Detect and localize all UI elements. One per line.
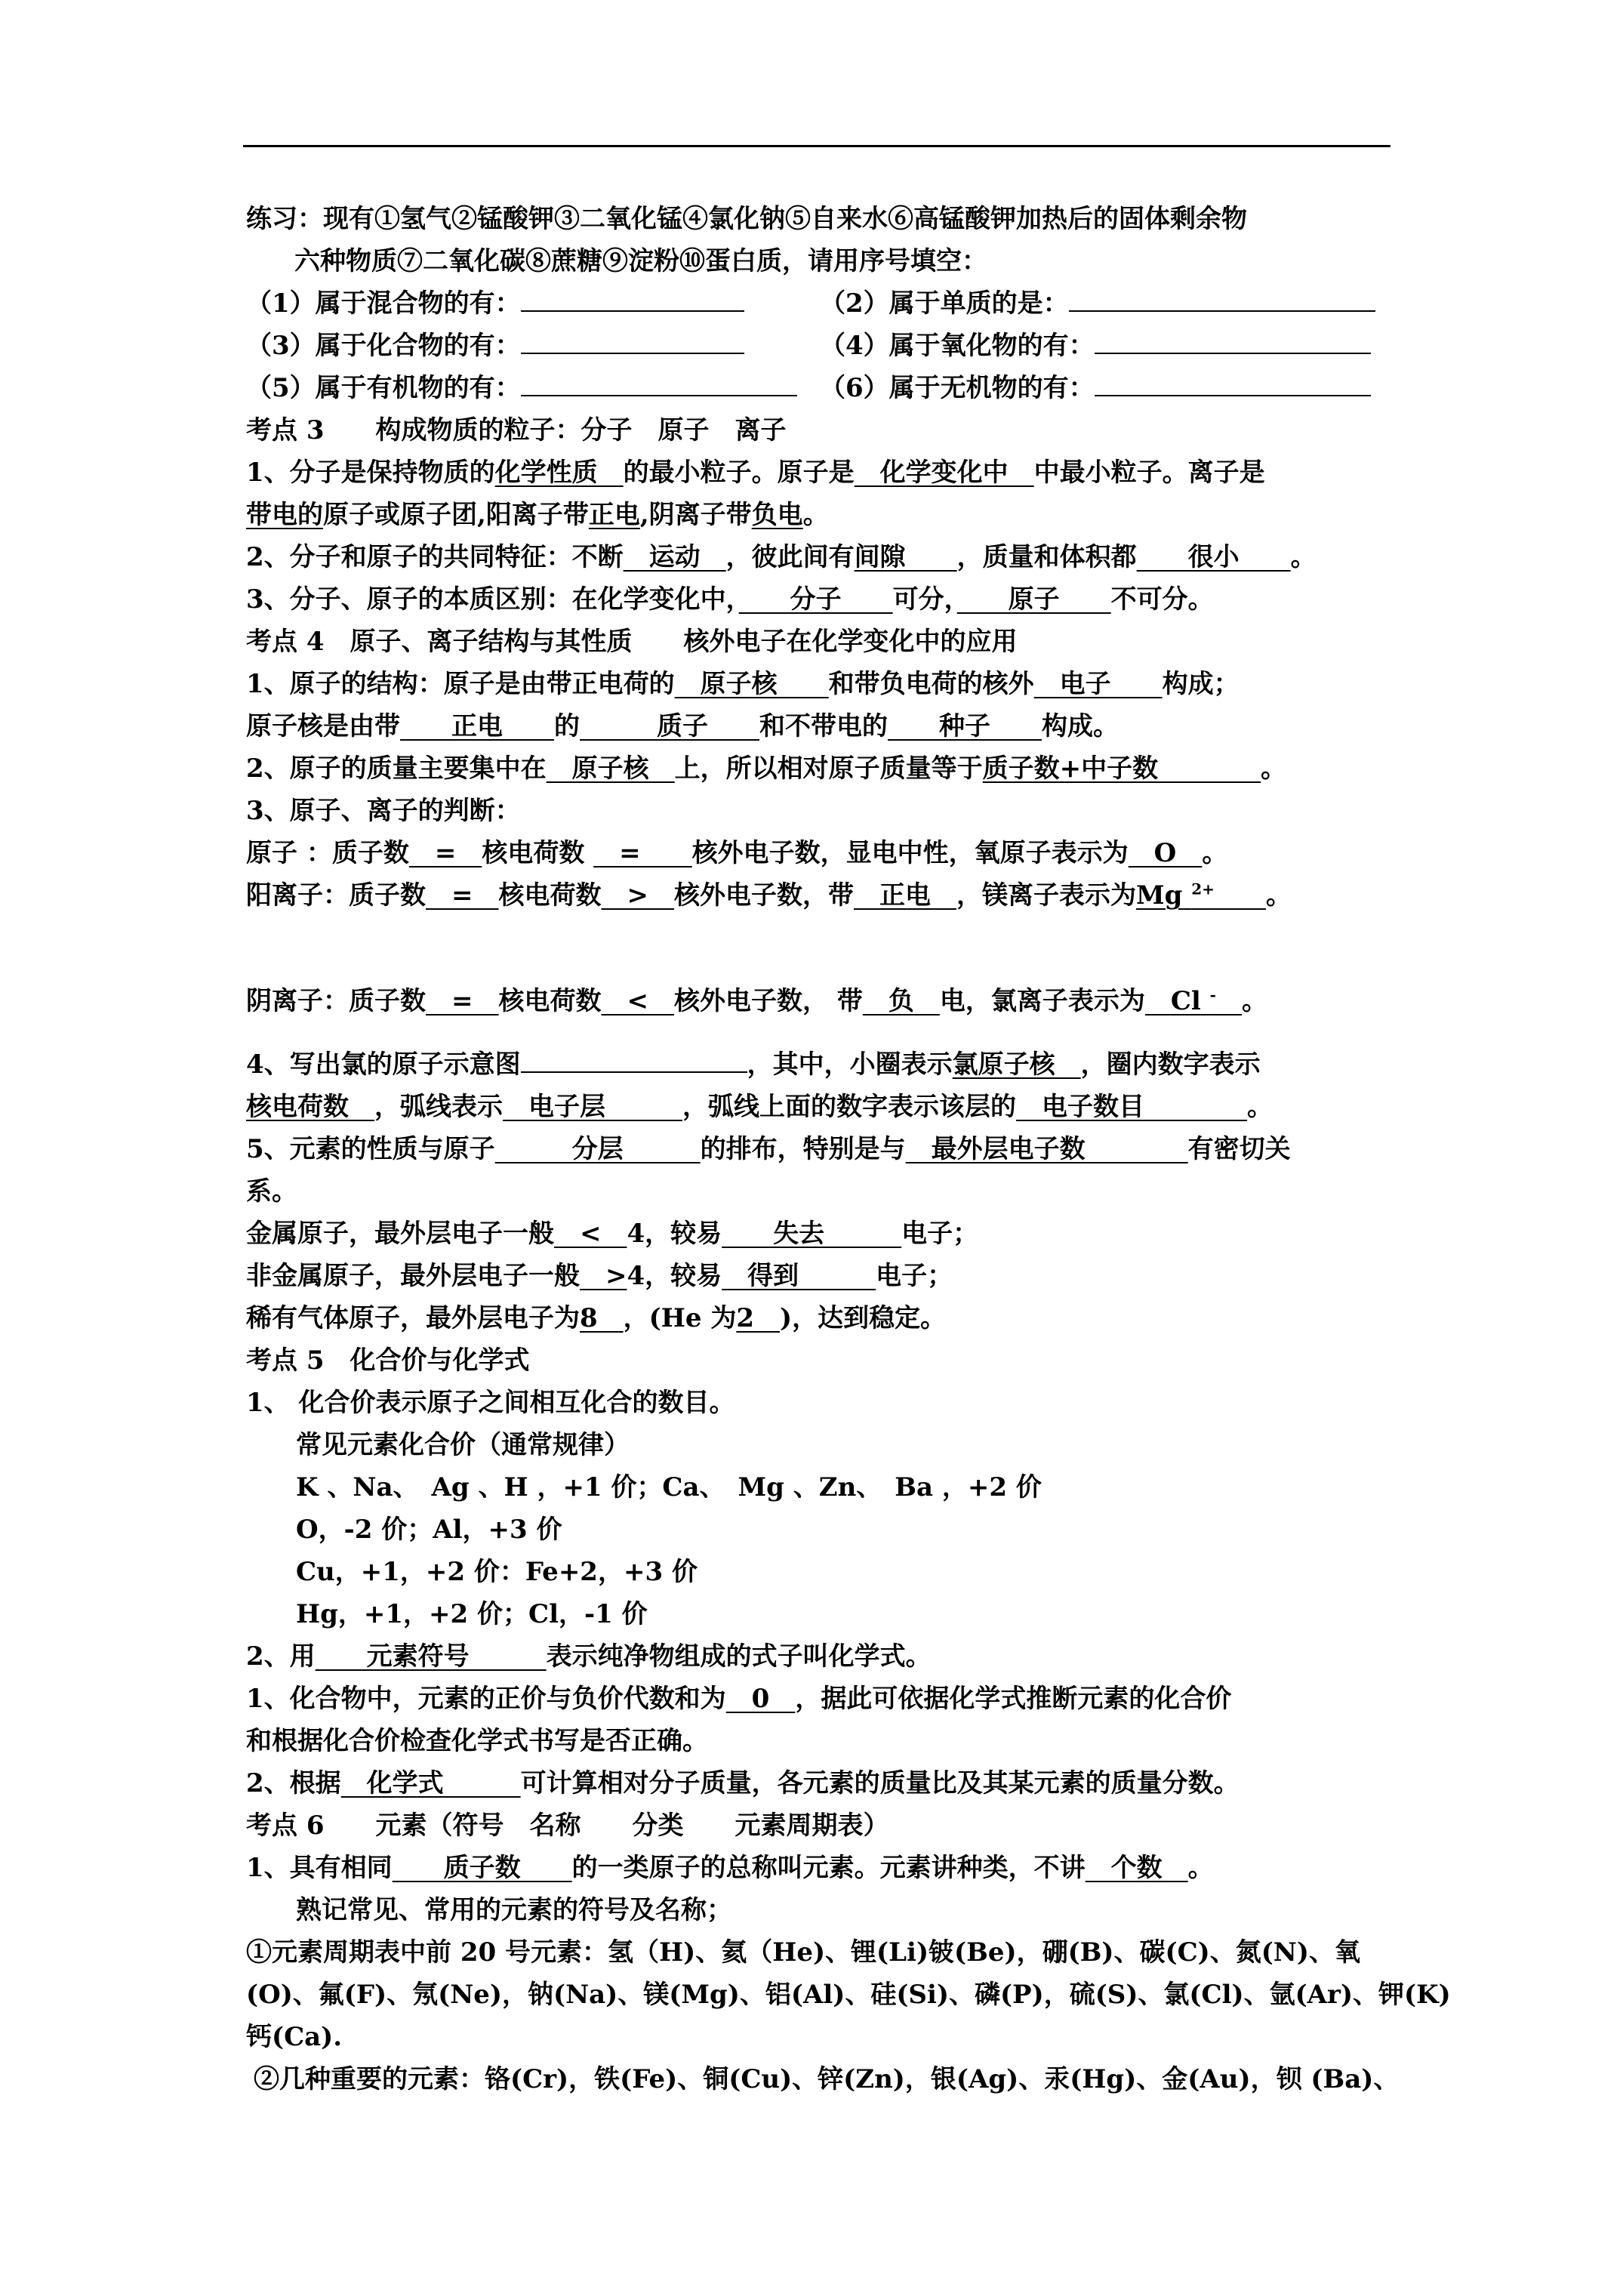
text: ,阴离子带	[639, 500, 752, 530]
answer: 氯原子核	[952, 1049, 1081, 1080]
answer: 负电	[751, 500, 803, 530]
answer: 运动	[623, 542, 726, 572]
text: 核电荷数	[498, 986, 602, 1016]
section-3-title: 考点 3 构成物质的粒子：分子 原子 离子	[246, 415, 787, 445]
text: ，弧线表示	[374, 1092, 503, 1122]
question-3: （3）属于化合物的有：	[246, 331, 521, 361]
answer: 最外层电子数	[905, 1134, 1188, 1164]
k6-item-1	[246, 1847, 1424, 1889]
question-4-group	[820, 325, 1371, 367]
noble-gas-line	[246, 1297, 1424, 1339]
text: 核外电子数，带	[674, 880, 854, 911]
text: 5、元素的性质与原子	[246, 1134, 495, 1164]
text: 2、分子和原子的共同特征：不断	[246, 542, 624, 572]
magnesium-ion-answer	[1136, 880, 1266, 911]
answer: 电子数目	[1016, 1092, 1247, 1122]
k4-item-3: 3、原子、离子的判断：	[246, 796, 521, 826]
document-body	[246, 198, 1451, 2100]
answer: O	[1128, 838, 1203, 868]
answer: 种子	[888, 711, 1042, 741]
text: 核电荷数	[482, 838, 594, 868]
text: 和带负电荷的核外	[828, 669, 1034, 699]
answer: =	[426, 880, 499, 911]
answer-blank-4[interactable]	[1095, 327, 1371, 354]
section-4-title: 考点 4 原子、离子结构与其性质 核外电子在化学变化中的应用	[246, 627, 1018, 657]
k5-item-3-cont: 和根据化合价检查化学式书写是否正确。	[246, 1726, 708, 1756]
k3-item-3	[246, 578, 1424, 621]
text: 金属原子，最外层电子一般	[246, 1219, 554, 1249]
text: ，据此可依据化学式推断元素的化合价	[795, 1684, 1232, 1714]
header-rule	[243, 145, 1390, 147]
text: 2、根据	[246, 1768, 341, 1798]
answer: 原子核	[546, 754, 675, 784]
answer: 分层	[494, 1134, 701, 1164]
question-5: （5）属于有机物的有：	[246, 373, 521, 403]
answer: 化学性质	[494, 458, 624, 488]
answer: 很小	[1136, 542, 1291, 572]
answer: 原子核	[674, 669, 829, 699]
text: 4，较易	[627, 1219, 722, 1249]
question-2: （2）属于单质的是：	[820, 288, 1069, 319]
k5-item-3	[246, 1678, 1424, 1720]
k6-item-2: 熟记常见、常用的元素的符号及名称；	[296, 1895, 732, 1925]
question-1: （1）属于混合物的有：	[246, 288, 521, 319]
text: ，(He 为	[623, 1303, 737, 1333]
answer: =	[408, 838, 482, 868]
answer: =	[593, 838, 692, 868]
k3-item-1	[246, 451, 1424, 494]
text: 原子核是由带	[246, 711, 400, 741]
answer: 2	[736, 1303, 781, 1333]
text: ，圈内数字表示	[1080, 1049, 1261, 1080]
answer: 元素符号	[315, 1641, 547, 1672]
valence-rule-4: Hg，+1，+2 价；Cl，-1 价	[296, 1599, 648, 1629]
text: 。	[1241, 986, 1267, 1016]
text: 核电荷数	[498, 880, 602, 911]
text: 可计算相对分子质量，各元素的质量比及其某元素的质量分数。	[520, 1768, 1240, 1798]
k6-item-3-end: 钙(Ca).	[246, 2022, 343, 2052]
text: 。	[1265, 880, 1292, 911]
spacer	[246, 1022, 1424, 1043]
k3-item-1-cont	[246, 494, 1424, 536]
section-5-title: 考点 5 化合价与化学式	[246, 1345, 530, 1376]
question-6: （6）属于无机物的有：	[820, 373, 1095, 403]
k4-item-4-cont	[246, 1086, 1424, 1128]
text: 。	[1261, 754, 1287, 784]
text: 原子 ：质子数	[246, 838, 409, 868]
answer: 正电	[400, 711, 554, 741]
question-6-group	[820, 367, 1371, 409]
text: 。	[1187, 1853, 1214, 1883]
ion-charge: -	[1209, 985, 1216, 1004]
nonmetal-line	[246, 1255, 1424, 1297]
text: 。	[1202, 838, 1228, 868]
answer: 间隙	[854, 542, 957, 572]
k6-item-3: ①元素周期表中前 20 号元素：氢（H)、氦（He)、锂(Li)铍(Be)，硼(B)、碳(C)、氮(N)、氧	[246, 1937, 1360, 1968]
spacer	[246, 917, 1424, 980]
text: ，质量和体积都	[956, 542, 1137, 572]
ion-charge: 2+	[1191, 880, 1215, 898]
question-2-group	[820, 282, 1375, 325]
answer: 负	[862, 986, 940, 1016]
k5-item-2	[246, 1635, 1424, 1678]
question-4: （4）属于氧化物的有：	[820, 331, 1095, 361]
text: ，彼此间有	[725, 542, 855, 572]
answer: 电子层	[503, 1092, 682, 1122]
metal-line	[246, 1213, 1424, 1255]
ion-symbol: Mg	[1136, 880, 1183, 911]
text: 中最小粒子。离子是	[1033, 458, 1265, 488]
text: ，其中，小圈表示	[747, 1049, 953, 1080]
text: 电，氯离子表示为	[939, 986, 1145, 1016]
text: 稀有气体原子，最外层电子为	[246, 1303, 580, 1333]
answer: 得到	[722, 1261, 876, 1291]
answer: 原子	[956, 584, 1111, 615]
valence-rule-title: 常见元素化合价（通常规律）	[296, 1430, 630, 1460]
answer: 带电的	[246, 500, 323, 530]
k4-item-1-cont	[246, 705, 1424, 747]
answer-blank-6[interactable]	[1095, 369, 1371, 396]
k5-item-1: 1、 化合价表示原子之间相互化合的数目。	[246, 1388, 735, 1418]
text: 1、分子是保持物质的	[246, 458, 495, 488]
text: 不可分。	[1110, 584, 1214, 615]
anion-line	[246, 980, 1424, 1022]
text: 上，所以相对原子质量等于	[674, 754, 983, 784]
answer-blank-5[interactable]	[521, 369, 797, 396]
text: 1、具有相同	[246, 1853, 393, 1883]
k3-item-2	[246, 536, 1424, 578]
k4-item-5-cont: 系。	[246, 1176, 297, 1207]
text: 的排布，特别是与	[700, 1134, 906, 1164]
exercise-row-3	[246, 367, 1424, 409]
answer-blank-1[interactable]	[521, 285, 744, 312]
answer: 0	[725, 1684, 796, 1714]
text: 4，较易	[627, 1261, 722, 1291]
text: 和不带电的	[759, 711, 888, 741]
text: )，达到稳定。	[780, 1303, 947, 1333]
text: 阴离子：质子数	[246, 986, 426, 1016]
k4-item-2	[246, 747, 1424, 790]
answer: <	[601, 986, 674, 1016]
text: 3、分子、原子的本质区别：在化学变化中，	[246, 584, 739, 615]
k5-item-4	[246, 1762, 1424, 1804]
diagram-blank[interactable]	[521, 1046, 747, 1073]
k4-item-4	[246, 1043, 1424, 1086]
answer: 失去	[722, 1219, 902, 1249]
text: 的一类原子的总称叫元素。元素讲种类，不讲	[571, 1853, 1086, 1883]
answer: >	[580, 1261, 627, 1291]
answer: 电子	[1033, 669, 1163, 699]
section-6-title: 考点 6 元素（符号 名称 分类 元素周期表）	[246, 1811, 889, 1841]
answer: 8	[580, 1303, 624, 1333]
text: ，弧线上面的数字表示该层的	[682, 1092, 1016, 1122]
answer: <	[554, 1219, 627, 1249]
answer: 分子	[738, 584, 893, 615]
answer: 化学式	[340, 1768, 521, 1798]
text: 2、用	[246, 1641, 316, 1672]
text: 4、写出氯的原子示意图	[246, 1049, 521, 1080]
answer: 质子	[580, 711, 759, 741]
atom-line	[246, 832, 1424, 874]
k6-item-4: ②几种重要的元素：铬(Cr)，铁(Fe)、铜(Cu)、锌(Zn)，银(Ag)、汞(Hg)、金(Au)，钡 (Ba)、	[254, 2064, 1400, 2094]
k4-item-1	[246, 663, 1424, 705]
exercise-row-2	[246, 325, 1424, 367]
text: 可分，	[892, 584, 957, 615]
answer: 核电荷数	[246, 1092, 374, 1122]
valence-rule-3: Cu，+1，+2 价：Fe+2，+3 价	[296, 1557, 698, 1587]
answer-blank-2[interactable]	[1069, 285, 1375, 312]
ion-symbol: Cl	[1170, 986, 1201, 1016]
text: 阳离子：质子数	[246, 880, 426, 911]
answer: 化学变化中	[854, 458, 1034, 488]
answer: 质子数+中子数	[982, 754, 1261, 784]
text: 。	[1290, 542, 1317, 572]
text: 2、原子的质量主要集中在	[246, 754, 547, 784]
valence-rule-1: K 、Na、 Ag 、H ，+1 价；Ca、 Mg 、Zn、 Ba ，+2 价	[296, 1472, 1042, 1502]
answer: =	[426, 986, 499, 1016]
text: ，镁离子表示为	[956, 880, 1136, 911]
text: 核外电子数， 带	[674, 986, 863, 1016]
cation-line	[246, 874, 1424, 917]
text: 。	[802, 500, 829, 530]
text: 原子或原子团,阳离子带	[323, 500, 589, 530]
valence-rule-2: O，-2 价；Al，+3 价	[296, 1515, 562, 1545]
answer: 个数	[1085, 1853, 1188, 1883]
text: 1、原子的结构：原子是由带正电荷的	[246, 669, 675, 699]
answer-blank-3[interactable]	[521, 327, 744, 354]
text: 电子；	[901, 1219, 979, 1249]
answer: 质子数	[392, 1853, 572, 1883]
text: 核外电子数，显电中性，氧原子表示为	[691, 838, 1129, 868]
exercise-line-1: 练习：现有①氢气②锰酸钾③二氧化锰④氯化钠⑤自来水⑥高锰酸钾加热后的固体剩余物	[246, 204, 1247, 234]
exercise-line-2: 六种物质⑦二氧化碳⑧蔗糖⑨淀粉⑩蛋白质，请用序号填空：	[294, 246, 987, 276]
k4-item-5	[246, 1128, 1424, 1170]
answer: 正电	[588, 500, 640, 530]
text: 的	[554, 711, 580, 741]
text: 电子；	[876, 1261, 953, 1291]
text: 。	[1247, 1092, 1273, 1122]
text: 构成；	[1162, 669, 1240, 699]
text: 1、化合物中，元素的正价与负价代数和为	[246, 1684, 726, 1714]
k6-item-3-cont: (O)、氟(F)、氖(Ne)，钠(Na)、镁(Mg)、铝(Al)、硅(Si)、磷(P)，硫(S)、氯(Cl)、氩(Ar)、钾(K)	[246, 1980, 1451, 2010]
text: 非金属原子，最外层电子一般	[246, 1261, 580, 1291]
text: 有密切关	[1187, 1134, 1291, 1164]
answer: >	[601, 880, 674, 911]
text: 的最小粒子。原子是	[623, 458, 855, 488]
chloride-ion-answer	[1145, 986, 1242, 1016]
text: 构成。	[1042, 711, 1119, 741]
exercise-row-1	[246, 282, 1424, 325]
text: 表示纯净物组成的式子叫化学式。	[546, 1641, 932, 1672]
answer: 正电	[854, 880, 956, 911]
